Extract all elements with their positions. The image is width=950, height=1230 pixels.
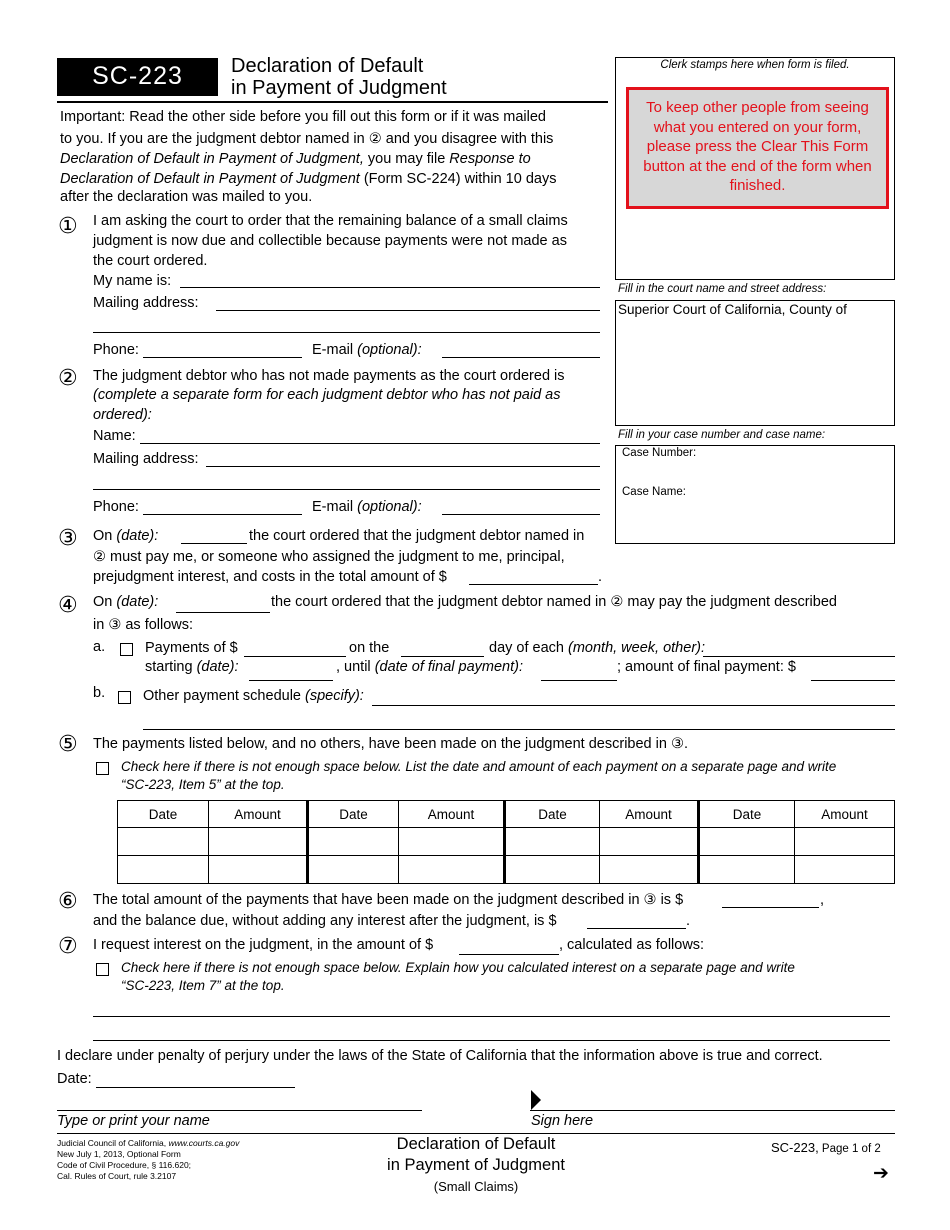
item2-mailing-input[interactable] bbox=[208, 449, 598, 467]
item7-checkbox[interactable] bbox=[96, 963, 109, 976]
form-number: SC-223 bbox=[92, 62, 183, 90]
privacy-notice: To keep other people from seeing what you entered on your form, please press the Clear This Form button at the end of the form when finished. bbox=[643, 99, 872, 194]
header-rule bbox=[57, 101, 608, 103]
payments-header-amount: Amount bbox=[600, 801, 699, 828]
type-name-label: Type or print your name bbox=[57, 1113, 210, 1129]
item3-period: . bbox=[598, 569, 603, 585]
item4a-starting-input[interactable] bbox=[250, 663, 332, 681]
important-line3: Declaration of Default in Payment of Judgment, you may file Response to bbox=[60, 151, 531, 167]
item1-phone-input[interactable] bbox=[145, 340, 300, 358]
item2-name-input[interactable] bbox=[142, 426, 598, 444]
item4-date-input[interactable] bbox=[177, 595, 269, 613]
item5-line1: The payments listed below, and no others, have been made on the judgment described in ③. bbox=[93, 736, 688, 752]
item7-check-line2: “SC-223, Item 7” at the top. bbox=[121, 978, 285, 993]
item7-interest-input[interactable] bbox=[460, 937, 558, 955]
item2-email-input[interactable] bbox=[444, 497, 598, 515]
item1-number: ① bbox=[58, 213, 78, 238]
payment-date-cell[interactable] bbox=[699, 828, 795, 856]
clerk-stamp-label: Clerk stamps here when form is filed. bbox=[660, 59, 850, 71]
item4-line1b: the court ordered that the judgment debtor named in ② may pay the judgment described bbox=[271, 594, 837, 610]
payment-amount-cell[interactable] bbox=[209, 856, 308, 884]
payment-amount-cell[interactable] bbox=[600, 856, 699, 884]
item4a-payment-input[interactable] bbox=[245, 639, 345, 657]
item2-phone-input[interactable] bbox=[145, 497, 300, 515]
payments-header-amount: Amount bbox=[209, 801, 308, 828]
item4b-input2[interactable] bbox=[144, 712, 894, 730]
item4a-checkbox[interactable] bbox=[120, 643, 133, 656]
important-line2: to you. If you are the judgment debtor named in ② and you disagree with this bbox=[60, 131, 554, 147]
payment-date-cell[interactable] bbox=[505, 828, 600, 856]
name-line bbox=[57, 1110, 422, 1111]
item2-mailing-label: Mailing address: bbox=[93, 451, 199, 467]
item1-mailing-input2[interactable] bbox=[95, 315, 598, 333]
item6-line2: and the balance due, without adding any interest after the judgment, is $ bbox=[93, 913, 557, 929]
item5-check-line2: “SC-223, Item 5” at the top. bbox=[121, 777, 285, 792]
item1-mailing-input[interactable] bbox=[218, 293, 598, 311]
item6-comma: , bbox=[820, 892, 825, 908]
item5-check-line1: Check here if there is not enough space below. List the date and amount of each payment on a separate page and write bbox=[121, 759, 837, 774]
payment-date-cell[interactable] bbox=[118, 856, 209, 884]
item4a-until-input[interactable] bbox=[542, 663, 616, 681]
court-address-box[interactable] bbox=[615, 300, 895, 426]
item4-line2: in ③ as follows: bbox=[93, 617, 194, 633]
signature-line bbox=[530, 1110, 895, 1111]
form-title-line1: Declaration of Default bbox=[231, 55, 424, 77]
item3-line3: prejudgment interest, and costs in the total amount of $ bbox=[93, 569, 447, 585]
item3-line2: ② must pay me, or someone who assigned the judgment to me, principal, bbox=[93, 549, 565, 565]
sign-here-label: Sign here bbox=[531, 1113, 594, 1129]
item4a-until-label: , until (date of final payment): bbox=[336, 659, 523, 675]
item6-line1: The total amount of the payments that have been made on the judgment described in ③ is $ bbox=[93, 892, 684, 908]
payment-amount-cell[interactable] bbox=[209, 828, 308, 856]
item3-amount-input[interactable] bbox=[470, 567, 597, 585]
item5-number: ⑤ bbox=[58, 731, 78, 756]
item4a-payments-label: Payments of $ bbox=[145, 640, 238, 656]
item2-line1: The judgment debtor who has not made payments as the court ordered is bbox=[93, 368, 565, 384]
footer-title-line1: Declaration of Default bbox=[396, 1135, 556, 1153]
item5-checkbox[interactable] bbox=[96, 762, 109, 775]
case-number-input[interactable] bbox=[620, 463, 888, 481]
item2-line2: (complete a separate form for each judgment debtor who has not paid as bbox=[93, 387, 561, 403]
case-number-label: Case Number: bbox=[622, 447, 697, 459]
item4b-label: b. bbox=[93, 685, 106, 701]
payments-header-amount: Amount bbox=[399, 801, 505, 828]
next-page-arrow-icon[interactable]: ➔ bbox=[873, 1163, 889, 1184]
footer-left-line2: New July 1, 2013, Optional Form bbox=[57, 1149, 181, 1159]
court-prefill: Superior Court of California, County of bbox=[618, 302, 847, 317]
item7-number: ⑦ bbox=[58, 933, 78, 958]
footer-left-line3: Code of Civil Procedure, § 116.620; bbox=[57, 1160, 192, 1170]
item3-date-input[interactable] bbox=[182, 526, 246, 544]
payments-header-row bbox=[118, 801, 895, 828]
payment-amount-cell[interactable] bbox=[600, 828, 699, 856]
print-name-input[interactable] bbox=[58, 1092, 421, 1110]
important-line1: Important: Read the other side before you fill out this form or if it was mailed bbox=[60, 109, 546, 125]
footer-title-line3: (Small Claims) bbox=[433, 1179, 519, 1194]
payment-date-cell[interactable] bbox=[308, 828, 399, 856]
item3-on-label: On (date): bbox=[93, 528, 159, 544]
payments-header-date: Date bbox=[505, 801, 600, 828]
payment-amount-cell[interactable] bbox=[795, 856, 895, 884]
item1-name-label: My name is: bbox=[93, 273, 172, 289]
item4-on-label: On (date): bbox=[93, 594, 159, 610]
item4a-onthe-label: on the bbox=[349, 640, 390, 656]
item4b-other-label: Other payment schedule (specify): bbox=[143, 688, 364, 704]
item7-line1b: , calculated as follows: bbox=[559, 937, 705, 953]
payment-amount-cell[interactable] bbox=[795, 828, 895, 856]
item3-line1b: the court ordered that the judgment debtor named in bbox=[249, 528, 585, 544]
payment-date-cell[interactable] bbox=[505, 856, 600, 884]
item1-phone-label: Phone: bbox=[93, 342, 139, 358]
payments-header-amount: Amount bbox=[795, 801, 895, 828]
sign-here-arrow-icon bbox=[531, 1090, 541, 1110]
declaration-text: I declare under penalty of perjury under the laws of the State of California that the information above is true and correct. bbox=[57, 1048, 823, 1064]
item6-balance-input[interactable] bbox=[588, 911, 685, 929]
footer-left-line4: Cal. Rules of Court, rule 3.2107 bbox=[57, 1171, 177, 1181]
payments-header-date: Date bbox=[699, 801, 795, 828]
footer-title-line2: in Payment of Judgment bbox=[387, 1156, 565, 1174]
item1-email-input[interactable] bbox=[444, 340, 598, 358]
item7-check-line1: Check here if there is not enough space below. Explain how you calculated interest on a separate page and write bbox=[121, 960, 795, 975]
footer-left-line1: Judicial Council of California, www.courts.ca.gov bbox=[57, 1138, 240, 1148]
declaration-date-input[interactable] bbox=[97, 1070, 294, 1088]
item4b-checkbox[interactable] bbox=[118, 691, 131, 704]
case-name-input[interactable] bbox=[620, 502, 888, 520]
court-label: Fill in the court name and street address: bbox=[618, 283, 827, 295]
payment-amount-cell[interactable] bbox=[399, 828, 505, 856]
item2-phone-label: Phone: bbox=[93, 499, 139, 515]
table-row bbox=[118, 856, 895, 884]
item7-explain-input2[interactable] bbox=[94, 1023, 889, 1041]
footer-page-ref: SC-223, Page 1 of 2 bbox=[771, 1140, 881, 1155]
item4a-period-input[interactable] bbox=[704, 639, 894, 657]
item2-email-label: E-mail (optional): bbox=[312, 499, 422, 515]
payment-date-cell[interactable] bbox=[699, 856, 795, 884]
item2-number: ② bbox=[58, 365, 78, 390]
payments-header-date: Date bbox=[118, 801, 209, 828]
case-label: Fill in your case number and case name: bbox=[618, 429, 826, 441]
case-name-label: Case Name: bbox=[622, 486, 686, 498]
payment-date-cell[interactable] bbox=[308, 856, 399, 884]
item3-number: ③ bbox=[58, 525, 78, 550]
item1-email-label: E-mail (optional): bbox=[312, 342, 422, 358]
item7-explain-input1[interactable] bbox=[94, 999, 889, 1017]
payment-amount-cell[interactable] bbox=[399, 856, 505, 884]
form-title-line2: in Payment of Judgment bbox=[231, 77, 447, 99]
item6-number: ⑥ bbox=[58, 888, 78, 913]
item6-total-input[interactable] bbox=[723, 890, 818, 908]
item4a-day-input[interactable] bbox=[402, 639, 483, 657]
item1-mailing-label: Mailing address: bbox=[93, 295, 199, 311]
item7-line1a: I request interest on the judgment, in the amount of $ bbox=[93, 937, 434, 953]
table-row bbox=[118, 828, 895, 856]
important-line4: Declaration of Default in Payment of Judgment (Form SC-224) within 10 days bbox=[60, 171, 557, 187]
item4b-input1[interactable] bbox=[373, 688, 894, 706]
item6-period: . bbox=[686, 913, 691, 929]
item1-line2: judgment is now due and collectible because payments were not made as bbox=[93, 233, 567, 249]
payments-table bbox=[117, 800, 895, 884]
item4a-label: a. bbox=[93, 639, 106, 655]
footer-rule bbox=[57, 1133, 895, 1134]
important-line5: after the declaration was mailed to you. bbox=[60, 189, 313, 205]
item2-line3: ordered): bbox=[93, 407, 152, 423]
item4a-dayofeach-label: day of each (month, week, other): bbox=[489, 640, 705, 656]
signature-area[interactable] bbox=[545, 1088, 895, 1110]
item2-mailing-input2[interactable] bbox=[95, 472, 598, 490]
payment-date-cell[interactable] bbox=[118, 828, 209, 856]
item1-name-input[interactable] bbox=[182, 270, 598, 288]
item2-name-label: Name: bbox=[93, 428, 136, 444]
declaration-date-label: Date: bbox=[57, 1071, 92, 1087]
item4a-final-input[interactable] bbox=[812, 663, 894, 681]
item1-line1: I am asking the court to order that the remaining balance of a small claims bbox=[93, 213, 568, 229]
item4-number: ④ bbox=[58, 592, 78, 617]
item4a-amountfinal-label: ; amount of final payment: $ bbox=[617, 659, 796, 675]
item1-line3: the court ordered. bbox=[93, 253, 208, 269]
payments-header-date: Date bbox=[308, 801, 399, 828]
item4a-starting-label: starting (date): bbox=[145, 659, 239, 675]
